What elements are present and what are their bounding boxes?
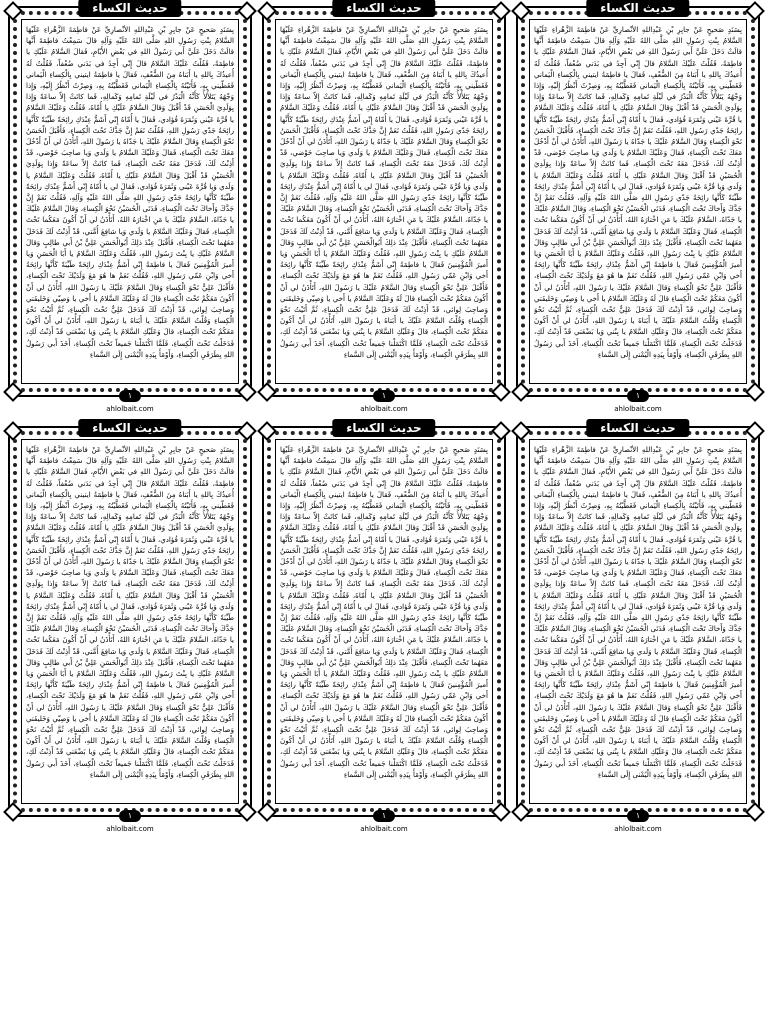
corner-ornament [237,421,257,441]
card-title: حديث الكساء [78,419,181,437]
hadith-card [8,421,252,833]
page-number: ١ [627,390,649,402]
page-number: ١ [373,810,395,822]
corner-ornament [745,1,765,21]
hadith-card [516,421,760,833]
website-label: ahlolbait.com [106,405,154,413]
hadith-card [262,421,506,833]
website-label: ahlolbait.com [360,825,408,833]
corner-ornament [491,802,511,822]
ornamental-border [8,1,252,400]
corner-ornament [491,421,511,441]
corner-ornament [491,1,511,21]
hadith-text: بِسَنَدٍ صَحيحٍ عَنْ جابِرِ بْنِ عَبْدِاللهِ الأنْصارِيِّ عَنْ فاطِمَةَ الزَّهْراءِ عَلَيْهَا السَّلامُ بِنْتِ رَسُولِ اللهِ صَلَّى اللهُ عَلَيْهِ وَآلِهِ قالَ سَمِعْتُ فاطِمَةَ أَنَّها قالَتْ دَخَلَ عَلَيَّ أَبي رَسُولُ اللهِ في بَعْضِ الأَيّامِ، فَقالَ السَّلامُ عَلَيْكِ يا فاطِمَةُ، فَقُلْتُ عَلَيْكَ السَّلامُ قالَ إِنّي أَجِدُ في بَدَني ضُعْفاً، فَقُلْتُ لَهُ أُعيذُكَ بِاللهِ يا أَبَتاهُ مِنَ الضُّعْفِ، فَقالَ يا فاطِمَةُ ايتيني بِالْكِساءِ الْيَماني فَغَطّيني بِهِ، فَأَتَيْتُهُ بِالْكِساءِ الْيَماني فَغَطَّيْتُهُ بِهِ، وَصِرْتُ أَنْظُرُ إِلَيْهِ، وَإِذا وَجْهُهُ يَتَلأْلأُ كَأَنَّهُ الْبَدْرُ في لَيْلَةِ تَمامِهِ وَكَمالِهِ، فَما كانَتْ إِلاّ ساعَةً وَإِذا بِوَلَدِيَ الْحَسَنِ قَدْ أَقْبَلَ وَقالَ السَّلامُ عَلَيْكِ يا أُمّاهُ، فَقُلْتُ وَعَلَيْكَ السَّلامُ يا قُرَّةَ عَيْني وَثَمَرَةَ فُؤادي، فَقالَ يا أُمّاهُ إِنّي أَشَمُّ عِنْدَكِ رائِحَةً طَيِّبَةً كَأَنَّها رائِحَةُ جَدّي رَسُولِ اللهِ، فَقُلْتُ نَعَمْ إِنَّ جَدَّكَ تَحْتَ الْكِساءِ، فَأَقْبَلَ الْحَسَنُ نَحْوَ الْكِساءِ وَقالَ السَّلامُ عَلَيْكَ يا جَدّاهُ يا رَسُولَ اللهِ، أَتَأْذَنُ لي أَنْ أَدْخُلَ مَعَكَ تَحْتَ الْكِساءِ، فَقالَ وَعَلَيْكَ السَّلامُ يا وَلَدي وَيا صاحِبَ حَوْضي، قَدْ أَذِنْتُ لَكَ، فَدَخَلَ مَعَهُ تَحْتَ الْكِساءِ، فَما كانَتْ إِلاّ ساعَةً وَإِذا بِوَلَدِيَ الْحُسَيْنِ قَدْ أَقْبَلَ وَقالَ السَّلامُ عَلَيْكِ يا أُمّاهُ، فَقُلْتُ وَعَلَيْكَ السَّلامُ يا وَلَدي وَيا قُرَّةَ عَيْني وَثَمَرَةَ فُؤادي، فَقالَ لي يا أُمّاهُ إِنّي أَشَمُّ عِنْدَكِ رائِحَةً طَيِّبَةً كَأَنَّها رائِحَةُ جَدّي رَسُولِ اللهِ صَلَّى اللهُ عَلَيْهِ وَآلِهِ، فَقُلْتُ نَعَمْ إِنَّ جَدَّكَ وَأَخاكَ تَحْتَ الْكِساءِ، فَدَنَى الْحُسَيْنُ نَحْوَ الْكِساءِ، وَقالَ السَّلامُ عَلَيْكَ يا جَدّاهُ، السَّلامُ عَلَيْكَ يا مَنِ اخْتارَهُ اللهُ، أَتَأْذَنُ لي أَنْ أَكُونَ مَعَكُما تَحْتَ الْكِساءِ، فَقالَ وَعَلَيْكَ السَّلامُ يا وَلَدي وَيا شافِعَ أُمَّتي، قَدْ أَذِنْتُ لَكَ فَدَخَلَ مَعَهُما تَحْتَ الْكِساءِ، فَأَقْبَلَ عِنْدَ ذلِكَ أَبُوالْحَسَنِ عَلِيُّ بْنُ أَبي طالِبٍ وَقالَ السَّلامُ عَلَيْكِ يا بِنْتَ رَسُولِ اللهِ، فَقُلْتُ وَعَلَيْكَ السَّلامُ يا أَبَا الْحَسَنِ وَيا أَميرَ الْمُؤْمِنينَ فَقالَ يا فاطِمَةُ إِنّي أَشَمُّ عِنْدَكِ رائِحَةً طَيِّبَةً كَأَنَّها رائِحَةُ أَخي وَابْنِ عَمّي رَسُولِ اللهِ، فَقُلْتُ نَعَمْ ها هُوَ مَعَ وَلَدَيْكَ تَحْتَ الْكِساءِ، فَأَقْبَلَ عَلِيٌّ نَحْوَ الْكِساءِ وَقالَ السَّلامُ عَلَيْكَ يا رَسُولَ اللهِ، أَتَأْذَنُ لي أَنْ أَكُونَ مَعَكُمْ تَحْتَ الْكِساءِ قالَ لَهُ وَعَلَيْكَ السَّلامُ يا أَخي يا وَصِيّي وَخَليفَتي وَصاحِبَ لِوائي، قَدْ أَذِنْتُ لَكَ فَدَخَلَ عَلِيٌّ تَحْتَ الْكِساءِ، ثُمَّ أَتَيْتُ نَحْوَ الْكِساءِ وَقُلْتُ السَّلامُ عَلَيْكَ يا أَبَتاهُ يا رَسُولَ اللهِ، أَتَأْذَنُ لي أَنْ أَكُونَ مَعَكُمْ تَحْتَ الْكِساءِ، قالَ وَعَلَيْكِ السَّلامُ يا بِنْتي وَيا بَضْعَتي قَدْ أَذِنْتُ لَكِ، فَدَخَلْتُ تَحْتَ الْكِساءِ، فَلَمَّا اكْتَمَلْنا جَميعاً تَحْتَ الْكِساءِ، أَخَذَ أَبي رَسُولُ اللهِ بِطَرَفَيِ الْكِساءِ، وَأَوْمَأَ بِيَدِهِ الْيُمْنى إِلَى السَّماءِ [534,445,742,779]
card-title: حديث الكساء [78,0,181,17]
corner-ornament [237,1,257,21]
card-title: حديث الكساء [586,419,689,437]
page-number: ١ [119,810,141,822]
card-title: حديث الكساء [586,0,689,17]
corner-ornament [745,802,765,822]
corner-ornament [237,802,257,822]
website-label: ahlolbait.com [614,405,662,413]
corner-ornament [3,802,23,822]
corner-ornament [511,802,531,822]
corner-ornament [511,382,531,402]
website-label: ahlolbait.com [106,825,154,833]
hadith-text: بِسَنَدٍ صَحيحٍ عَنْ جابِرِ بْنِ عَبْدِاللهِ الأنْصارِيِّ عَنْ فاطِمَةَ الزَّهْراءِ عَلَيْهَا السَّلامُ بِنْتِ رَسُولِ اللهِ صَلَّى اللهُ عَلَيْهِ وَآلِهِ قالَ سَمِعْتُ فاطِمَةَ أَنَّها قالَتْ دَخَلَ عَلَيَّ أَبي رَسُولُ اللهِ في بَعْضِ الأَيّامِ، فَقالَ السَّلامُ عَلَيْكِ يا فاطِمَةُ، فَقُلْتُ عَلَيْكَ السَّلامُ قالَ إِنّي أَجِدُ في بَدَني ضُعْفاً، فَقُلْتُ لَهُ أُعيذُكَ بِاللهِ يا أَبَتاهُ مِنَ الضُّعْفِ، فَقالَ يا فاطِمَةُ ايتيني بِالْكِساءِ الْيَماني فَغَطّيني بِهِ، فَأَتَيْتُهُ بِالْكِساءِ الْيَماني فَغَطَّيْتُهُ بِهِ، وَصِرْتُ أَنْظُرُ إِلَيْهِ، وَإِذا وَجْهُهُ يَتَلأْلأُ كَأَنَّهُ الْبَدْرُ في لَيْلَةِ تَمامِهِ وَكَمالِهِ، فَما كانَتْ إِلاّ ساعَةً وَإِذا بِوَلَدِيَ الْحَسَنِ قَدْ أَقْبَلَ وَقالَ السَّلامُ عَلَيْكِ يا أُمّاهُ، فَقُلْتُ وَعَلَيْكَ السَّلامُ يا قُرَّةَ عَيْني وَثَمَرَةَ فُؤادي، فَقالَ يا أُمّاهُ إِنّي أَشَمُّ عِنْدَكِ رائِحَةً طَيِّبَةً كَأَنَّها رائِحَةُ جَدّي رَسُولِ اللهِ، فَقُلْتُ نَعَمْ إِنَّ جَدَّكَ تَحْتَ الْكِساءِ، فَأَقْبَلَ الْحَسَنُ نَحْوَ الْكِساءِ وَقالَ السَّلامُ عَلَيْكَ يا جَدّاهُ يا رَسُولَ اللهِ، أَتَأْذَنُ لي أَنْ أَدْخُلَ مَعَكَ تَحْتَ الْكِساءِ، فَقالَ وَعَلَيْكَ السَّلامُ يا وَلَدي وَيا صاحِبَ حَوْضي، قَدْ أَذِنْتُ لَكَ، فَدَخَلَ مَعَهُ تَحْتَ الْكِساءِ، فَما كانَتْ إِلاّ ساعَةً وَإِذا بِوَلَدِيَ الْحُسَيْنِ قَدْ أَقْبَلَ وَقالَ السَّلامُ عَلَيْكِ يا أُمّاهُ، فَقُلْتُ وَعَلَيْكَ السَّلامُ يا وَلَدي وَيا قُرَّةَ عَيْني وَثَمَرَةَ فُؤادي، فَقالَ لي يا أُمّاهُ إِنّي أَشَمُّ عِنْدَكِ رائِحَةً طَيِّبَةً كَأَنَّها رائِحَةُ جَدّي رَسُولِ اللهِ صَلَّى اللهُ عَلَيْهِ وَآلِهِ، فَقُلْتُ نَعَمْ إِنَّ جَدَّكَ وَأَخاكَ تَحْتَ الْكِساءِ، فَدَنَى الْحُسَيْنُ نَحْوَ الْكِساءِ، وَقالَ السَّلامُ عَلَيْكَ يا جَدّاهُ، السَّلامُ عَلَيْكَ يا مَنِ اخْتارَهُ اللهُ، أَتَأْذَنُ لي أَنْ أَكُونَ مَعَكُما تَحْتَ الْكِساءِ، فَقالَ وَعَلَيْكَ السَّلامُ يا وَلَدي وَيا شافِعَ أُمَّتي، قَدْ أَذِنْتُ لَكَ فَدَخَلَ مَعَهُما تَحْتَ الْكِساءِ، فَأَقْبَلَ عِنْدَ ذلِكَ أَبُوالْحَسَنِ عَلِيُّ بْنُ أَبي طالِبٍ وَقالَ السَّلامُ عَلَيْكِ يا بِنْتَ رَسُولِ اللهِ، فَقُلْتُ وَعَلَيْكَ السَّلامُ يا أَبَا الْحَسَنِ وَيا أَميرَ الْمُؤْمِنينَ فَقالَ يا فاطِمَةُ إِنّي أَشَمُّ عِنْدَكِ رائِحَةً طَيِّبَةً كَأَنَّها رائِحَةُ أَخي وَابْنِ عَمّي رَسُولِ اللهِ، فَقُلْتُ نَعَمْ ها هُوَ مَعَ وَلَدَيْكَ تَحْتَ الْكِساءِ، فَأَقْبَلَ عَلِيٌّ نَحْوَ الْكِساءِ وَقالَ السَّلامُ عَلَيْكَ يا رَسُولَ اللهِ، أَتَأْذَنُ لي أَنْ أَكُونَ مَعَكُمْ تَحْتَ الْكِساءِ قالَ لَهُ وَعَلَيْكَ السَّلامُ يا أَخي يا وَصِيّي وَخَليفَتي وَصاحِبَ لِوائي، قَدْ أَذِنْتُ لَكَ فَدَخَلَ عَلِيٌّ تَحْتَ الْكِساءِ، ثُمَّ أَتَيْتُ نَحْوَ الْكِساءِ وَقُلْتُ السَّلامُ عَلَيْكَ يا أَبَتاهُ يا رَسُولَ اللهِ، أَتَأْذَنُ لي أَنْ أَكُونَ مَعَكُمْ تَحْتَ الْكِساءِ، قالَ وَعَلَيْكِ السَّلامُ يا بِنْتي وَيا بَضْعَتي قَدْ أَذِنْتُ لَكِ، فَدَخَلْتُ تَحْتَ الْكِساءِ، فَلَمَّا اكْتَمَلْنا جَميعاً تَحْتَ الْكِساءِ، أَخَذَ أَبي رَسُولُ اللهِ بِطَرَفَيِ الْكِساءِ، وَأَوْمَأَ بِيَدِهِ الْيُمْنى إِلَى السَّماءِ [26,445,234,779]
corner-ornament [257,802,277,822]
hadith-card [262,1,506,413]
corner-ornament [257,421,277,441]
corner-ornament [257,382,277,402]
page-number: ١ [119,390,141,402]
corner-ornament [745,421,765,441]
corner-ornament [511,421,531,441]
ornamental-border [8,421,252,820]
hadith-card [516,1,760,413]
hadith-text: بِسَنَدٍ صَحيحٍ عَنْ جابِرِ بْنِ عَبْدِاللهِ الأنْصارِيِّ عَنْ فاطِمَةَ الزَّهْراءِ عَلَيْهَا السَّلامُ بِنْتِ رَسُولِ اللهِ صَلَّى اللهُ عَلَيْهِ وَآلِهِ قالَ سَمِعْتُ فاطِمَةَ أَنَّها قالَتْ دَخَلَ عَلَيَّ أَبي رَسُولُ اللهِ في بَعْضِ الأَيّامِ، فَقالَ السَّلامُ عَلَيْكِ يا فاطِمَةُ، فَقُلْتُ عَلَيْكَ السَّلامُ قالَ إِنّي أَجِدُ في بَدَني ضُعْفاً، فَقُلْتُ لَهُ أُعيذُكَ بِاللهِ يا أَبَتاهُ مِنَ الضُّعْفِ، فَقالَ يا فاطِمَةُ ايتيني بِالْكِساءِ الْيَماني فَغَطّيني بِهِ، فَأَتَيْتُهُ بِالْكِساءِ الْيَماني فَغَطَّيْتُهُ بِهِ، وَصِرْتُ أَنْظُرُ إِلَيْهِ، وَإِذا وَجْهُهُ يَتَلأْلأُ كَأَنَّهُ الْبَدْرُ في لَيْلَةِ تَمامِهِ وَكَمالِهِ، فَما كانَتْ إِلاّ ساعَةً وَإِذا بِوَلَدِيَ الْحَسَنِ قَدْ أَقْبَلَ وَقالَ السَّلامُ عَلَيْكِ يا أُمّاهُ، فَقُلْتُ وَعَلَيْكَ السَّلامُ يا قُرَّةَ عَيْني وَثَمَرَةَ فُؤادي، فَقالَ يا أُمّاهُ إِنّي أَشَمُّ عِنْدَكِ رائِحَةً طَيِّبَةً كَأَنَّها رائِحَةُ جَدّي رَسُولِ اللهِ، فَقُلْتُ نَعَمْ إِنَّ جَدَّكَ تَحْتَ الْكِساءِ، فَأَقْبَلَ الْحَسَنُ نَحْوَ الْكِساءِ وَقالَ السَّلامُ عَلَيْكَ يا جَدّاهُ يا رَسُولَ اللهِ، أَتَأْذَنُ لي أَنْ أَدْخُلَ مَعَكَ تَحْتَ الْكِساءِ، فَقالَ وَعَلَيْكَ السَّلامُ يا وَلَدي وَيا صاحِبَ حَوْضي، قَدْ أَذِنْتُ لَكَ، فَدَخَلَ مَعَهُ تَحْتَ الْكِساءِ، فَما كانَتْ إِلاّ ساعَةً وَإِذا بِوَلَدِيَ الْحُسَيْنِ قَدْ أَقْبَلَ وَقالَ السَّلامُ عَلَيْكِ يا أُمّاهُ، فَقُلْتُ وَعَلَيْكَ السَّلامُ يا وَلَدي وَيا قُرَّةَ عَيْني وَثَمَرَةَ فُؤادي، فَقالَ لي يا أُمّاهُ إِنّي أَشَمُّ عِنْدَكِ رائِحَةً طَيِّبَةً كَأَنَّها رائِحَةُ جَدّي رَسُولِ اللهِ صَلَّى اللهُ عَلَيْهِ وَآلِهِ، فَقُلْتُ نَعَمْ إِنَّ جَدَّكَ وَأَخاكَ تَحْتَ الْكِساءِ، فَدَنَى الْحُسَيْنُ نَحْوَ الْكِساءِ، وَقالَ السَّلامُ عَلَيْكَ يا جَدّاهُ، السَّلامُ عَلَيْكَ يا مَنِ اخْتارَهُ اللهُ، أَتَأْذَنُ لي أَنْ أَكُونَ مَعَكُما تَحْتَ الْكِساءِ، فَقالَ وَعَلَيْكَ السَّلامُ يا وَلَدي وَيا شافِعَ أُمَّتي، قَدْ أَذِنْتُ لَكَ فَدَخَلَ مَعَهُما تَحْتَ الْكِساءِ، فَأَقْبَلَ عِنْدَ ذلِكَ أَبُوالْحَسَنِ عَلِيُّ بْنُ أَبي طالِبٍ وَقالَ السَّلامُ عَلَيْكِ يا بِنْتَ رَسُولِ اللهِ، فَقُلْتُ وَعَلَيْكَ السَّلامُ يا أَبَا الْحَسَنِ وَيا أَميرَ الْمُؤْمِنينَ فَقالَ يا فاطِمَةُ إِنّي أَشَمُّ عِنْدَكِ رائِحَةً طَيِّبَةً كَأَنَّها رائِحَةُ أَخي وَابْنِ عَمّي رَسُولِ اللهِ، فَقُلْتُ نَعَمْ ها هُوَ مَعَ وَلَدَيْكَ تَحْتَ الْكِساءِ، فَأَقْبَلَ عَلِيٌّ نَحْوَ الْكِساءِ وَقالَ السَّلامُ عَلَيْكَ يا رَسُولَ اللهِ، أَتَأْذَنُ لي أَنْ أَكُونَ مَعَكُمْ تَحْتَ الْكِساءِ قالَ لَهُ وَعَلَيْكَ السَّلامُ يا أَخي يا وَصِيّي وَخَليفَتي وَصاحِبَ لِوائي، قَدْ أَذِنْتُ لَكَ فَدَخَلَ عَلِيٌّ تَحْتَ الْكِساءِ، ثُمَّ أَتَيْتُ نَحْوَ الْكِساءِ وَقُلْتُ السَّلامُ عَلَيْكَ يا أَبَتاهُ يا رَسُولَ اللهِ، أَتَأْذَنُ لي أَنْ أَكُونَ مَعَكُمْ تَحْتَ الْكِساءِ، قالَ وَعَلَيْكِ السَّلامُ يا بِنْتي وَيا بَضْعَتي قَدْ أَذِنْتُ لَكِ، فَدَخَلْتُ تَحْتَ الْكِساءِ، فَلَمَّا اكْتَمَلْنا جَميعاً تَحْتَ الْكِساءِ، أَخَذَ أَبي رَسُولُ اللهِ بِطَرَفَيِ الْكِساءِ، وَأَوْمَأَ بِيَدِهِ الْيُمْنى إِلَى السَّماءِ [26,25,234,359]
hadith-card [8,1,252,413]
hadith-text: بِسَنَدٍ صَحيحٍ عَنْ جابِرِ بْنِ عَبْدِاللهِ الأنْصارِيِّ عَنْ فاطِمَةَ الزَّهْراءِ عَلَيْهَا السَّلامُ بِنْتِ رَسُولِ اللهِ صَلَّى اللهُ عَلَيْهِ وَآلِهِ قالَ سَمِعْتُ فاطِمَةَ أَنَّها قالَتْ دَخَلَ عَلَيَّ أَبي رَسُولُ اللهِ في بَعْضِ الأَيّامِ، فَقالَ السَّلامُ عَلَيْكِ يا فاطِمَةُ، فَقُلْتُ عَلَيْكَ السَّلامُ قالَ إِنّي أَجِدُ في بَدَني ضُعْفاً، فَقُلْتُ لَهُ أُعيذُكَ بِاللهِ يا أَبَتاهُ مِنَ الضُّعْفِ، فَقالَ يا فاطِمَةُ ايتيني بِالْكِساءِ الْيَماني فَغَطّيني بِهِ، فَأَتَيْتُهُ بِالْكِساءِ الْيَماني فَغَطَّيْتُهُ بِهِ، وَصِرْتُ أَنْظُرُ إِلَيْهِ، وَإِذا وَجْهُهُ يَتَلأْلأُ كَأَنَّهُ الْبَدْرُ في لَيْلَةِ تَمامِهِ وَكَمالِهِ، فَما كانَتْ إِلاّ ساعَةً وَإِذا بِوَلَدِيَ الْحَسَنِ قَدْ أَقْبَلَ وَقالَ السَّلامُ عَلَيْكِ يا أُمّاهُ، فَقُلْتُ وَعَلَيْكَ السَّلامُ يا قُرَّةَ عَيْني وَثَمَرَةَ فُؤادي، فَقالَ يا أُمّاهُ إِنّي أَشَمُّ عِنْدَكِ رائِحَةً طَيِّبَةً كَأَنَّها رائِحَةُ جَدّي رَسُولِ اللهِ، فَقُلْتُ نَعَمْ إِنَّ جَدَّكَ تَحْتَ الْكِساءِ، فَأَقْبَلَ الْحَسَنُ نَحْوَ الْكِساءِ وَقالَ السَّلامُ عَلَيْكَ يا جَدّاهُ يا رَسُولَ اللهِ، أَتَأْذَنُ لي أَنْ أَدْخُلَ مَعَكَ تَحْتَ الْكِساءِ، فَقالَ وَعَلَيْكَ السَّلامُ يا وَلَدي وَيا صاحِبَ حَوْضي، قَدْ أَذِنْتُ لَكَ، فَدَخَلَ مَعَهُ تَحْتَ الْكِساءِ، فَما كانَتْ إِلاّ ساعَةً وَإِذا بِوَلَدِيَ الْحُسَيْنِ قَدْ أَقْبَلَ وَقالَ السَّلامُ عَلَيْكِ يا أُمّاهُ، فَقُلْتُ وَعَلَيْكَ السَّلامُ يا وَلَدي وَيا قُرَّةَ عَيْني وَثَمَرَةَ فُؤادي، فَقالَ لي يا أُمّاهُ إِنّي أَشَمُّ عِنْدَكِ رائِحَةً طَيِّبَةً كَأَنَّها رائِحَةُ جَدّي رَسُولِ اللهِ صَلَّى اللهُ عَلَيْهِ وَآلِهِ، فَقُلْتُ نَعَمْ إِنَّ جَدَّكَ وَأَخاكَ تَحْتَ الْكِساءِ، فَدَنَى الْحُسَيْنُ نَحْوَ الْكِساءِ، وَقالَ السَّلامُ عَلَيْكَ يا جَدّاهُ، السَّلامُ عَلَيْكَ يا مَنِ اخْتارَهُ اللهُ، أَتَأْذَنُ لي أَنْ أَكُونَ مَعَكُما تَحْتَ الْكِساءِ، فَقالَ وَعَلَيْكَ السَّلامُ يا وَلَدي وَيا شافِعَ أُمَّتي، قَدْ أَذِنْتُ لَكَ فَدَخَلَ مَعَهُما تَحْتَ الْكِساءِ، فَأَقْبَلَ عِنْدَ ذلِكَ أَبُوالْحَسَنِ عَلِيُّ بْنُ أَبي طالِبٍ وَقالَ السَّلامُ عَلَيْكِ يا بِنْتَ رَسُولِ اللهِ، فَقُلْتُ وَعَلَيْكَ السَّلامُ يا أَبَا الْحَسَنِ وَيا أَميرَ الْمُؤْمِنينَ فَقالَ يا فاطِمَةُ إِنّي أَشَمُّ عِنْدَكِ رائِحَةً طَيِّبَةً كَأَنَّها رائِحَةُ أَخي وَابْنِ عَمّي رَسُولِ اللهِ، فَقُلْتُ نَعَمْ ها هُوَ مَعَ وَلَدَيْكَ تَحْتَ الْكِساءِ، فَأَقْبَلَ عَلِيٌّ نَحْوَ الْكِساءِ وَقالَ السَّلامُ عَلَيْكَ يا رَسُولَ اللهِ، أَتَأْذَنُ لي أَنْ أَكُونَ مَعَكُمْ تَحْتَ الْكِساءِ قالَ لَهُ وَعَلَيْكَ السَّلامُ يا أَخي يا وَصِيّي وَخَليفَتي وَصاحِبَ لِوائي، قَدْ أَذِنْتُ لَكَ فَدَخَلَ عَلِيٌّ تَحْتَ الْكِساءِ، ثُمَّ أَتَيْتُ نَحْوَ الْكِساءِ وَقُلْتُ السَّلامُ عَلَيْكَ يا أَبَتاهُ يا رَسُولَ اللهِ، أَتَأْذَنُ لي أَنْ أَكُونَ مَعَكُمْ تَحْتَ الْكِساءِ، قالَ وَعَلَيْكِ السَّلامُ يا بِنْتي وَيا بَضْعَتي قَدْ أَذِنْتُ لَكِ، فَدَخَلْتُ تَحْتَ الْكِساءِ، فَلَمَّا اكْتَمَلْنا جَميعاً تَحْتَ الْكِساءِ، أَخَذَ أَبي رَسُولُ اللهِ بِطَرَفَيِ الْكِساءِ، وَأَوْمَأَ بِيَدِهِ الْيُمْنى إِلَى السَّماءِ [534,25,742,359]
corner-ornament [237,382,257,402]
hadith-text: بِسَنَدٍ صَحيحٍ عَنْ جابِرِ بْنِ عَبْدِاللهِ الأنْصارِيِّ عَنْ فاطِمَةَ الزَّهْراءِ عَلَيْهَا السَّلامُ بِنْتِ رَسُولِ اللهِ صَلَّى اللهُ عَلَيْهِ وَآلِهِ قالَ سَمِعْتُ فاطِمَةَ أَنَّها قالَتْ دَخَلَ عَلَيَّ أَبي رَسُولُ اللهِ في بَعْضِ الأَيّامِ، فَقالَ السَّلامُ عَلَيْكِ يا فاطِمَةُ، فَقُلْتُ عَلَيْكَ السَّلامُ قالَ إِنّي أَجِدُ في بَدَني ضُعْفاً، فَقُلْتُ لَهُ أُعيذُكَ بِاللهِ يا أَبَتاهُ مِنَ الضُّعْفِ، فَقالَ يا فاطِمَةُ ايتيني بِالْكِساءِ الْيَماني فَغَطّيني بِهِ، فَأَتَيْتُهُ بِالْكِساءِ الْيَماني فَغَطَّيْتُهُ بِهِ، وَصِرْتُ أَنْظُرُ إِلَيْهِ، وَإِذا وَجْهُهُ يَتَلأْلأُ كَأَنَّهُ الْبَدْرُ في لَيْلَةِ تَمامِهِ وَكَمالِهِ، فَما كانَتْ إِلاّ ساعَةً وَإِذا بِوَلَدِيَ الْحَسَنِ قَدْ أَقْبَلَ وَقالَ السَّلامُ عَلَيْكِ يا أُمّاهُ، فَقُلْتُ وَعَلَيْكَ السَّلامُ يا قُرَّةَ عَيْني وَثَمَرَةَ فُؤادي، فَقالَ يا أُمّاهُ إِنّي أَشَمُّ عِنْدَكِ رائِحَةً طَيِّبَةً كَأَنَّها رائِحَةُ جَدّي رَسُولِ اللهِ، فَقُلْتُ نَعَمْ إِنَّ جَدَّكَ تَحْتَ الْكِساءِ، فَأَقْبَلَ الْحَسَنُ نَحْوَ الْكِساءِ وَقالَ السَّلامُ عَلَيْكَ يا جَدّاهُ يا رَسُولَ اللهِ، أَتَأْذَنُ لي أَنْ أَدْخُلَ مَعَكَ تَحْتَ الْكِساءِ، فَقالَ وَعَلَيْكَ السَّلامُ يا وَلَدي وَيا صاحِبَ حَوْضي، قَدْ أَذِنْتُ لَكَ، فَدَخَلَ مَعَهُ تَحْتَ الْكِساءِ، فَما كانَتْ إِلاّ ساعَةً وَإِذا بِوَلَدِيَ الْحُسَيْنِ قَدْ أَقْبَلَ وَقالَ السَّلامُ عَلَيْكِ يا أُمّاهُ، فَقُلْتُ وَعَلَيْكَ السَّلامُ يا وَلَدي وَيا قُرَّةَ عَيْني وَثَمَرَةَ فُؤادي، فَقالَ لي يا أُمّاهُ إِنّي أَشَمُّ عِنْدَكِ رائِحَةً طَيِّبَةً كَأَنَّها رائِحَةُ جَدّي رَسُولِ اللهِ صَلَّى اللهُ عَلَيْهِ وَآلِهِ، فَقُلْتُ نَعَمْ إِنَّ جَدَّكَ وَأَخاكَ تَحْتَ الْكِساءِ، فَدَنَى الْحُسَيْنُ نَحْوَ الْكِساءِ، وَقالَ السَّلامُ عَلَيْكَ يا جَدّاهُ، السَّلامُ عَلَيْكَ يا مَنِ اخْتارَهُ اللهُ، أَتَأْذَنُ لي أَنْ أَكُونَ مَعَكُما تَحْتَ الْكِساءِ، فَقالَ وَعَلَيْكَ السَّلامُ يا وَلَدي وَيا شافِعَ أُمَّتي، قَدْ أَذِنْتُ لَكَ فَدَخَلَ مَعَهُما تَحْتَ الْكِساءِ، فَأَقْبَلَ عِنْدَ ذلِكَ أَبُوالْحَسَنِ عَلِيُّ بْنُ أَبي طالِبٍ وَقالَ السَّلامُ عَلَيْكِ يا بِنْتَ رَسُولِ اللهِ، فَقُلْتُ وَعَلَيْكَ السَّلامُ يا أَبَا الْحَسَنِ وَيا أَميرَ الْمُؤْمِنينَ فَقالَ يا فاطِمَةُ إِنّي أَشَمُّ عِنْدَكِ رائِحَةً طَيِّبَةً كَأَنَّها رائِحَةُ أَخي وَابْنِ عَمّي رَسُولِ اللهِ، فَقُلْتُ نَعَمْ ها هُوَ مَعَ وَلَدَيْكَ تَحْتَ الْكِساءِ، فَأَقْبَلَ عَلِيٌّ نَحْوَ الْكِساءِ وَقالَ السَّلامُ عَلَيْكَ يا رَسُولَ اللهِ، أَتَأْذَنُ لي أَنْ أَكُونَ مَعَكُمْ تَحْتَ الْكِساءِ قالَ لَهُ وَعَلَيْكَ السَّلامُ يا أَخي يا وَصِيّي وَخَليفَتي وَصاحِبَ لِوائي، قَدْ أَذِنْتُ لَكَ فَدَخَلَ عَلِيٌّ تَحْتَ الْكِساءِ، ثُمَّ أَتَيْتُ نَحْوَ الْكِساءِ وَقُلْتُ السَّلامُ عَلَيْكَ يا أَبَتاهُ يا رَسُولَ اللهِ، أَتَأْذَنُ لي أَنْ أَكُونَ مَعَكُمْ تَحْتَ الْكِساءِ، قالَ وَعَلَيْكِ السَّلامُ يا بِنْتي وَيا بَضْعَتي قَدْ أَذِنْتُ لَكِ، فَدَخَلْتُ تَحْتَ الْكِساءِ، فَلَمَّا اكْتَمَلْنا جَميعاً تَحْتَ الْكِساءِ، أَخَذَ أَبي رَسُولُ اللهِ بِطَرَفَيِ الْكِساءِ، وَأَوْمَأَ بِيَدِهِ الْيُمْنى إِلَى السَّماءِ [280,25,488,359]
ornamental-border [262,421,506,820]
ornamental-border [516,1,760,400]
corner-ornament [745,382,765,402]
corner-ornament [3,382,23,402]
card-title: حديث الكساء [332,419,435,437]
page-number: ١ [627,810,649,822]
corner-ornament [3,1,23,21]
corner-ornament [3,421,23,441]
page-number: ١ [373,390,395,402]
website-label: ahlolbait.com [614,825,662,833]
corner-ornament [257,1,277,21]
website-label: ahlolbait.com [360,405,408,413]
hadith-text: بِسَنَدٍ صَحيحٍ عَنْ جابِرِ بْنِ عَبْدِاللهِ الأنْصارِيِّ عَنْ فاطِمَةَ الزَّهْراءِ عَلَيْهَا السَّلامُ بِنْتِ رَسُولِ اللهِ صَلَّى اللهُ عَلَيْهِ وَآلِهِ قالَ سَمِعْتُ فاطِمَةَ أَنَّها قالَتْ دَخَلَ عَلَيَّ أَبي رَسُولُ اللهِ في بَعْضِ الأَيّامِ، فَقالَ السَّلامُ عَلَيْكِ يا فاطِمَةُ، فَقُلْتُ عَلَيْكَ السَّلامُ قالَ إِنّي أَجِدُ في بَدَني ضُعْفاً، فَقُلْتُ لَهُ أُعيذُكَ بِاللهِ يا أَبَتاهُ مِنَ الضُّعْفِ، فَقالَ يا فاطِمَةُ ايتيني بِالْكِساءِ الْيَماني فَغَطّيني بِهِ، فَأَتَيْتُهُ بِالْكِساءِ الْيَماني فَغَطَّيْتُهُ بِهِ، وَصِرْتُ أَنْظُرُ إِلَيْهِ، وَإِذا وَجْهُهُ يَتَلأْلأُ كَأَنَّهُ الْبَدْرُ في لَيْلَةِ تَمامِهِ وَكَمالِهِ، فَما كانَتْ إِلاّ ساعَةً وَإِذا بِوَلَدِيَ الْحَسَنِ قَدْ أَقْبَلَ وَقالَ السَّلامُ عَلَيْكِ يا أُمّاهُ، فَقُلْتُ وَعَلَيْكَ السَّلامُ يا قُرَّةَ عَيْني وَثَمَرَةَ فُؤادي، فَقالَ يا أُمّاهُ إِنّي أَشَمُّ عِنْدَكِ رائِحَةً طَيِّبَةً كَأَنَّها رائِحَةُ جَدّي رَسُولِ اللهِ، فَقُلْتُ نَعَمْ إِنَّ جَدَّكَ تَحْتَ الْكِساءِ، فَأَقْبَلَ الْحَسَنُ نَحْوَ الْكِساءِ وَقالَ السَّلامُ عَلَيْكَ يا جَدّاهُ يا رَسُولَ اللهِ، أَتَأْذَنُ لي أَنْ أَدْخُلَ مَعَكَ تَحْتَ الْكِساءِ، فَقالَ وَعَلَيْكَ السَّلامُ يا وَلَدي وَيا صاحِبَ حَوْضي، قَدْ أَذِنْتُ لَكَ، فَدَخَلَ مَعَهُ تَحْتَ الْكِساءِ، فَما كانَتْ إِلاّ ساعَةً وَإِذا بِوَلَدِيَ الْحُسَيْنِ قَدْ أَقْبَلَ وَقالَ السَّلامُ عَلَيْكِ يا أُمّاهُ، فَقُلْتُ وَعَلَيْكَ السَّلامُ يا وَلَدي وَيا قُرَّةَ عَيْني وَثَمَرَةَ فُؤادي، فَقالَ لي يا أُمّاهُ إِنّي أَشَمُّ عِنْدَكِ رائِحَةً طَيِّبَةً كَأَنَّها رائِحَةُ جَدّي رَسُولِ اللهِ صَلَّى اللهُ عَلَيْهِ وَآلِهِ، فَقُلْتُ نَعَمْ إِنَّ جَدَّكَ وَأَخاكَ تَحْتَ الْكِساءِ، فَدَنَى الْحُسَيْنُ نَحْوَ الْكِساءِ، وَقالَ السَّلامُ عَلَيْكَ يا جَدّاهُ، السَّلامُ عَلَيْكَ يا مَنِ اخْتارَهُ اللهُ، أَتَأْذَنُ لي أَنْ أَكُونَ مَعَكُما تَحْتَ الْكِساءِ، فَقالَ وَعَلَيْكَ السَّلامُ يا وَلَدي وَيا شافِعَ أُمَّتي، قَدْ أَذِنْتُ لَكَ فَدَخَلَ مَعَهُما تَحْتَ الْكِساءِ، فَأَقْبَلَ عِنْدَ ذلِكَ أَبُوالْحَسَنِ عَلِيُّ بْنُ أَبي طالِبٍ وَقالَ السَّلامُ عَلَيْكِ يا بِنْتَ رَسُولِ اللهِ، فَقُلْتُ وَعَلَيْكَ السَّلامُ يا أَبَا الْحَسَنِ وَيا أَميرَ الْمُؤْمِنينَ فَقالَ يا فاطِمَةُ إِنّي أَشَمُّ عِنْدَكِ رائِحَةً طَيِّبَةً كَأَنَّها رائِحَةُ أَخي وَابْنِ عَمّي رَسُولِ اللهِ، فَقُلْتُ نَعَمْ ها هُوَ مَعَ وَلَدَيْكَ تَحْتَ الْكِساءِ، فَأَقْبَلَ عَلِيٌّ نَحْوَ الْكِساءِ وَقالَ السَّلامُ عَلَيْكَ يا رَسُولَ اللهِ، أَتَأْذَنُ لي أَنْ أَكُونَ مَعَكُمْ تَحْتَ الْكِساءِ قالَ لَهُ وَعَلَيْكَ السَّلامُ يا أَخي يا وَصِيّي وَخَليفَتي وَصاحِبَ لِوائي، قَدْ أَذِنْتُ لَكَ فَدَخَلَ عَلِيٌّ تَحْتَ الْكِساءِ، ثُمَّ أَتَيْتُ نَحْوَ الْكِساءِ وَقُلْتُ السَّلامُ عَلَيْكَ يا أَبَتاهُ يا رَسُولَ اللهِ، أَتَأْذَنُ لي أَنْ أَكُونَ مَعَكُمْ تَحْتَ الْكِساءِ، قالَ وَعَلَيْكِ السَّلامُ يا بِنْتي وَيا بَضْعَتي قَدْ أَذِنْتُ لَكِ، فَدَخَلْتُ تَحْتَ الْكِساءِ، فَلَمَّا اكْتَمَلْنا جَميعاً تَحْتَ الْكِساءِ، أَخَذَ أَبي رَسُولُ اللهِ بِطَرَفَيِ الْكِساءِ، وَأَوْمَأَ بِيَدِهِ الْيُمْنى إِلَى السَّماءِ [280,445,488,779]
corner-ornament [511,1,531,21]
ornamental-border [516,421,760,820]
card-title: حديث الكساء [332,0,435,17]
corner-ornament [491,382,511,402]
ornamental-border [262,1,506,400]
